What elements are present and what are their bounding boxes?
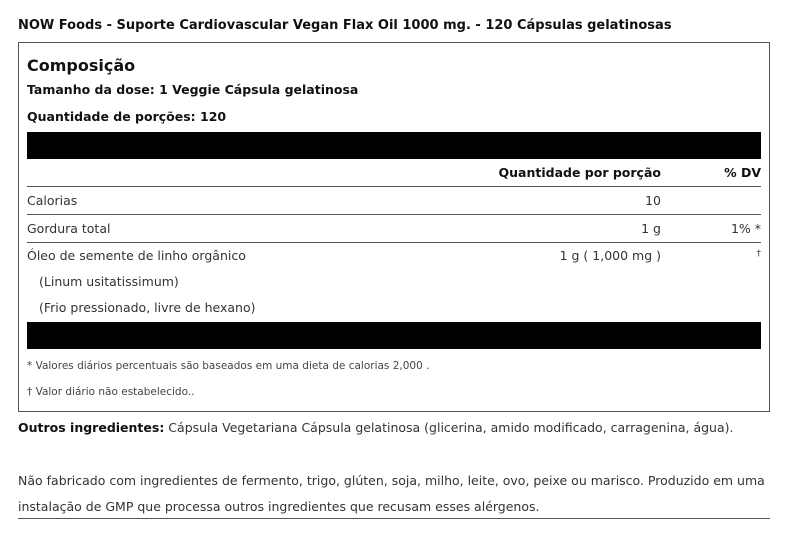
dv-column-header: % DV	[724, 165, 761, 180]
nutrient-amount: 1 g	[641, 221, 661, 236]
footnote-not-established: † Valor diário não estabelecido..	[27, 386, 195, 398]
bottom-divider	[18, 518, 770, 519]
other-ingredients-label: Outros ingredientes:	[18, 420, 165, 435]
nutrient-amount: 1 g ( 1,000 mg )	[559, 248, 661, 263]
amount-column-header: Quantidade por porção	[498, 165, 661, 180]
nutrient-latin-name: (Linum usitatissimum)	[39, 274, 179, 289]
nutrient-name: Gordura total	[27, 221, 111, 236]
nutrient-row	[27, 243, 761, 322]
nutrient-processing-note: (Frio pressionado, livre de hexano)	[39, 300, 256, 315]
nutrient-name: Calorias	[27, 193, 78, 208]
column-headers	[27, 159, 761, 187]
nutrient-row	[27, 215, 761, 243]
other-ingredients-text: Cápsula Vegetariana Cápsula gelatinosa (glicerina, amido modificado, carragenina, água).	[164, 420, 734, 435]
servings-per-container: Quantidade de porções: 120	[27, 109, 227, 124]
other-ingredients	[18, 420, 733, 435]
panel-heading: Composição	[27, 56, 136, 75]
nutrient-dv: 1% *	[730, 221, 761, 236]
nutrient-amount: 10	[645, 193, 661, 208]
nutrient-row	[27, 187, 761, 215]
nutrient-dv	[661, 187, 761, 214]
product-title: NOW Foods - Suporte Cardiovascular Vegan Flax Oil 1000 mg. - 120 Cápsulas gelatinosas	[18, 18, 672, 33]
header-divider-bar	[27, 132, 761, 159]
allergen-note: Não fabricado com ingredientes de fermento, trigo, glúten, soja, milho, leite, ovo, peixe ou marisco. Produzido em uma instalação de GMP que processa outros ingredientes que recusam esses alérgenos.	[18, 473, 765, 514]
supplement-facts-panel	[18, 42, 770, 412]
footer-divider-bar	[27, 322, 761, 349]
nutrient-name: Óleo de semente de linho orgânico	[27, 248, 246, 263]
nutrient-dv: †	[756, 249, 761, 259]
serving-size: Tamanho da dose: 1 Veggie Cápsula gelatinosa	[27, 82, 359, 97]
footnote-daily-values: * Valores diários percentuais são baseados em uma dieta de calorias 2,000 .	[27, 360, 430, 372]
